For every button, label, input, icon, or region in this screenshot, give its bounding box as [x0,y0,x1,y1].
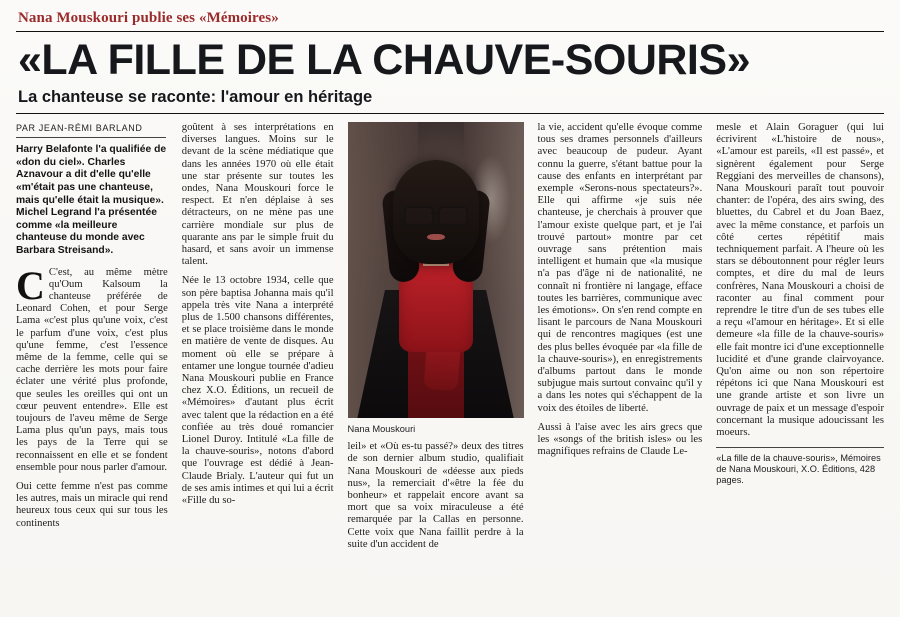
photo-lips [427,234,445,240]
standfirst: Harry Belafonte l'a qualifiée de «don du ciel». Charles Aznavour a dit d'elle qu'elle «m'était pas une chanteuse, mais qu'elle était la musique». Michel Legrand l'a présentée comme «la meilleure chanteuse du monde avec Barbara Streisand». [16,144,167,256]
column-1 [16,122,168,594]
divider-top [16,31,884,32]
kicker-line: Nana Mouskouri publie ses «Mémoires» [18,10,279,26]
column-5 [716,122,884,594]
paragraph: la vie, accident qu'elle évoque comme tous ses drames personnels d'ailleurs avec beaucoup de pudeur. Ayant connu la guerre, s'étant battue pour la cause des enfants en interprétant par exemple «Serons-nous spectateurs?». Elle qui affirme «je suis née chanteuse, je cherchais à prouver que l'amour existe quelque part, et je l'ai trouvé partout» montre par cet ouvrage sans prétention mais intelligent et humain que «la musique n'a pas d'âge ni de nationalité, ne connaît ni frontière ni langage, efface toutes les barrières, communique avec les émotions». On s'en rend compte en lisant le parcours de Nana Mouskouri qui de rencontres magiques (est une des plus belles évoquée par «la fille de la chauve-souris»), en enregistrements d'albums partout dans le monde subjugue mais surtout convainc qu'il y a dans les notes qui s'échappent de la voix des étoiles de liberté. [537,122,703,414]
paragraph: Née le 13 octobre 1934, celle que son père baptisa Johanna mais qu'il appela très vite Nana a interprété plus de 1.500 chansons différentes, et se place troisième dans le monde en matière de vente de disques. Au moment où elle se prépare à entamer une longue tournée d'adieu Nana Mouskouri publie en France chez X.O. Éditions, un recueil de «Mémoires» d'autant plus écrit avec talent que la rédaction en a été confiée au très doué romancier Lionel Duroy. Intitulé «La fille de la chauve-souris», notons d'abord que l'ouvrage est dédié à Jean-Claude Brialy. L'auteur qui fut un de ses amis intimes et qui lui a écrit «Fille du so- [181,275,334,507]
byline: PAR JEAN-RÉMI BARLAND [16,122,166,138]
column-4 [538,122,703,594]
drop-cap: C [16,262,45,308]
paragraph: Oui cette femme n'est pas comme les autres, mais un miracle qui rend heureux tous ceux qui sur tous les continents [16,481,168,529]
column-2 [182,122,334,594]
paragraph [16,262,168,474]
glasses-lens-right [438,206,468,226]
photo-nana-mouskouri [348,122,524,418]
glasses-lens-left [404,206,434,226]
paragraph: mesle et Alain Goraguer (qui lui écrivirent «L'histoire de nous», «L'amour est pareils, «Il est passé», et signèrent également pour Serge Reggiani des merveilles de chansons), Nana Mouskouri paraît tout pouvoir chanter: de l'opéra, des airs swing, des bluettes, du Cabrel et du Joan Baez, avec la même constance, et parfois un côté certes répétitif mais techniquement parfait. A l'heure où les stars se déboutonnent pour régler leurs comptes, et dire du mal de leurs confrères, Nana Mouskouri a choisi de raconter au final comment pour reprendre le titre d'un de ses tubes elle a reçu «l'amour en héritage». Et si elle demeure «la fille de la chauve-souris» elle fait montre ici d'une exceptionnelle lucidité et d'une grande clairvoyance. Qu'on aime ou non son répertoire répétons ici que Nana Mouskouri est une grande artiste et son livre un ouvrage de paix et un message d'espoir concernant la musique adoucissant les moeurs. [716,122,884,439]
paragraph-text: C'est, au même mètre qu'Oum Kalsoum la chanteuse préférée de Leonard Cohen, et pour Serge Lama «c'est plus qu'une voix, c'est le parfum d'une voix, c'est plus qu'une femme, c'est l'essence même de la femme, celle qui se cache derrière les mots pour faire éclater une vérité plus profonde, que seules les oreilles qui ont un cœur peuvent entendre». Elle est toujours de l'aveu même de Serge Lama plus qu'un pays, mais tous les pays de la Terre qui se reconnaissent en elle et se fondent ensemble pour nous parler d'amour. [16,266,168,473]
book-reference: «La fille de la chauve-souris», Mémoires de Nana Mouskouri, X.O. Éditions, 428 pages. [716,447,884,486]
paragraph: leil» et «Où es-tu passé?» deux des titres de son dernier album studio, qualifiait Nana Mouskouri de «déesse aux pieds nus», la remerciait d'«être la fée du bonheur» et rappelait encore avant sa mort que sa voix miraculeuse a été remarquée par la Callas en personne. Cette voix que Nana faillit perdre à la suite d'un accident de [347,441,524,550]
divider-mid [16,113,884,114]
paragraph: goûtent à ses interprétations en diverses langues. Moins sur le devant de la scène médiatique que dans les années 1970 où elle était une star présente sur toutes les ondes, Nana Mouskouri force le respect. Et n'en déplaise à ses détracteurs, on ne mène pas une carrière mondiale sur plus de quarante ans par le simple fruit du hasard, et sans avoir un immense talent. [181,122,334,268]
photo-caption: Nana Mouskouri [347,424,416,434]
page-title: «LA FILLE DE LA CHAUVE-SOURIS» [18,36,750,84]
paragraph: Aussi à l'aise avec les airs grecs que les «songs of the british isles» ou les magnifiques refrains de Claude Le- [537,421,703,458]
subheadline: La chanteuse se raconte: l'amour en héritage [18,88,373,106]
photo-block [348,122,524,435]
column-3 [348,122,524,594]
article-columns [16,122,884,594]
glasses-icon [404,206,468,223]
